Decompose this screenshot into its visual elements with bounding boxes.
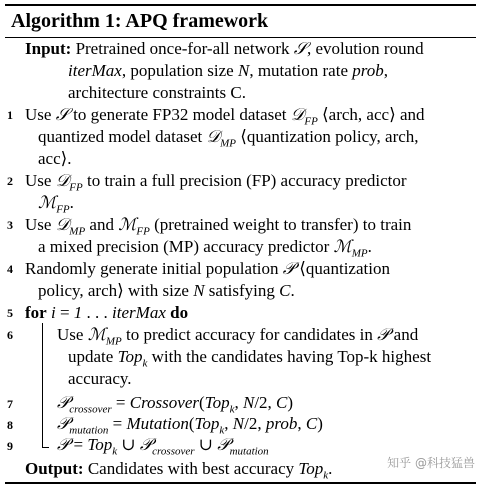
step-6-line-1: Use ℳ$_{MP}$ to predict accuracy for candidates in 𝒫 and bbox=[57, 325, 419, 348]
output-line: Output: Candidates with best accuracy Top$_k$. bbox=[25, 459, 333, 482]
input-text-1: Pretrained once-for-all network 𝒮, evolution round bbox=[75, 39, 424, 59]
line-number-8: 8 bbox=[7, 418, 13, 432]
algorithm-title: Algorithm 1: APQ framework bbox=[11, 10, 269, 32]
line-number-3: 3 bbox=[7, 218, 13, 232]
step-4-line-2: policy, arch⟩ with size N satisfying C. bbox=[38, 281, 295, 300]
step-4-line-1: Randomly generate initial population 𝒫 ⟨quantization bbox=[25, 259, 390, 279]
step-6-line-3: accuracy. bbox=[68, 369, 132, 388]
step-6-line-2: update Top$_k$ with the candidates having Top-k highest bbox=[68, 347, 432, 370]
step-1-line-3: acc⟩. bbox=[38, 149, 72, 168]
step-3-line-2: a mixed precision (MP) accuracy predictor ℳ$_{MP}$. bbox=[38, 237, 372, 260]
input-line-3: architecture constraints C. bbox=[68, 83, 246, 102]
step-2-line-2: ℳ$_{FP}$. bbox=[38, 193, 74, 216]
line-number-2: 2 bbox=[7, 174, 13, 188]
line-number-4: 4 bbox=[7, 262, 13, 276]
step-1-line-1: Use 𝒮 to generate FP32 model dataset 𝒟$_{FP}$ ⟨arch, acc⟩ and bbox=[25, 105, 425, 128]
watermark bbox=[387, 454, 475, 471]
line-number-1: 1 bbox=[7, 108, 13, 122]
step-2-line-1: Use 𝒟$_{FP}$ to train a full precision (FP) accuracy predictor bbox=[25, 171, 407, 194]
line-number-6: 6 bbox=[7, 328, 13, 342]
step-5-line-1: for i = 1 . . . iterMax do bbox=[25, 303, 189, 322]
top-rule bbox=[5, 4, 476, 6]
step-9-line-1: 𝒫 = Top$_k$ ∪ 𝒫$_{crossover}$ ∪ 𝒫$_{mutation}$ bbox=[57, 435, 269, 458]
line-number-7: 7 bbox=[7, 397, 13, 411]
step-7-line-1: 𝒫$_{crossover}$ = Crossover(Top$_k$, N/2, C) bbox=[57, 393, 294, 416]
input-line-1 bbox=[25, 38, 424, 60]
line-number-5: 5 bbox=[7, 306, 13, 320]
input-line-2: iterMax, population size N, mutation rate prob, bbox=[68, 61, 388, 80]
step-8-line-1: 𝒫$_{mutation}$ = Mutation(Top$_k$, N/2, prob, C) bbox=[57, 414, 323, 437]
output-keyword: Output: bbox=[25, 459, 84, 478]
watermark-text: 知乎 @科技猛兽 bbox=[387, 456, 475, 470]
input-keyword: Input: bbox=[25, 39, 72, 58]
loop-bar bbox=[42, 323, 43, 448]
step-1-line-2: quantized model dataset 𝒟$_{MP}$ ⟨quantization policy, arch, bbox=[38, 127, 419, 150]
step-3-line-1: Use 𝒟$_{MP}$ and ℳ$_{FP}$ (pretrained weight to transfer) to train bbox=[25, 215, 412, 238]
loop-foot bbox=[42, 447, 49, 448]
line-number-9: 9 bbox=[7, 439, 13, 453]
